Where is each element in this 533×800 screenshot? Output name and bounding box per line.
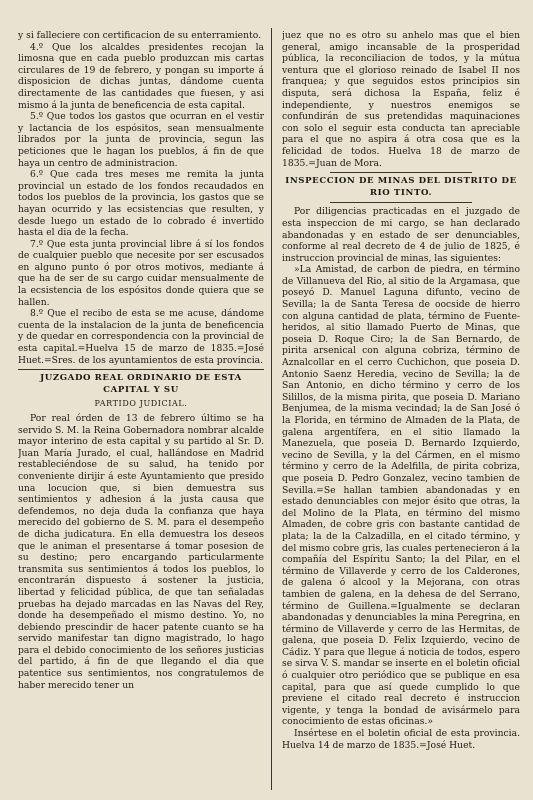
paragraph: 5.º Que todos los gastos que ocurran en el vestir y lactancia de los espósitos, sean mensualmente librados por la junta de provincia, segun las peticiones que le hagan los pueblos, á fin de que haya un centro de administracion. bbox=[18, 111, 264, 169]
left-column bbox=[18, 30, 264, 691]
paragraph: juez que no es otro su anhelo mas que el bien general, amigo incansable de la prosperidad pública, la reconciliacion de todos, y la mútua ventura que el glorioso reinado de Isabel II nos franquea; y que seguidos estos principios sin disputa, será dichosa la España, feliz é independiente, y nuestros enemigos se confundirán de sus pretendidas maquinaciones con solo el seguir esta conducta tan apreciable para el que no aspira á otra cosa que es la felicidad de todos. Huelva 18 de marzo de 1835.=Juan de Mora. bbox=[282, 30, 520, 169]
column-divider bbox=[271, 28, 272, 790]
section-subheading: PARTIDO JUDICIAL. bbox=[94, 399, 188, 409]
paragraph: »La Amistad, de carbon de piedra, en término de Villanueva del Rio, al sitio de la Argamasa, que poseyó D. Manuel Laguna difunto, vecino de Sevilla; la de Santa Teresa de oocside de hierro con alguna cantidad de plata, término de Fuente-heridos, al sitio llamado Puerto de Minas, que poseia D. Roque Ciro; la de San Bernardo, de pirita arsenical con alguna cobriza, término de Aznalcollar en el cerro Cuchichon, que poseia D. Antonio Saenz Heredia, vecino de Sevilla; la de San Antonio, en dicho término y cerro de los Silillos, de la misma pirita, que poseia D. Mariano Benjumea, de la misma vecindad; la de San José ó la Florida, en término de Almaden de la Plata, de galena argentífera, en el sitio llamado la Manezuela, que poseia D. Bernardo Izquierdo, vecino de Sevilla, y la del Cármen, en el mismo término y cerro de la Adelfilla, de pirita cobriza, que poseia D. Pedro Gonzalez, vecino tambien de Sevilla.=Se hallan tambien abandonadas y en estado denunciables con mejor ésito que otras, la del Molino de la Plata, en término del mismo Almaden, de cobre gris con bastante cantidad de plata; la de la Calzadilla, en el citado término, y del mismo cobre gris, las cuales pertenecieron á la compañía del Espíritu Santo; la del Pilar, en el término de Villaverde y cerro de los Calderones, de galena ó alcool y la Mejorana, con otras tambien de galena, en la dehesa de del Serrano, término de Guillena.=Igualmente se declaran abandonadas y denunciables la mina Peregrina, en término de Villaverde y cerro de las Hermitas, de galena, que poseia D. Felix Izquierdo, vecino de Cádiz. Y para que llegue á noticia de todos, espero se sirva V. S. mandar se inserte en el boletin oficial ó cualquier otro periódico que se publique en esa capital, para que así quede cumplido lo que previene el citado real decreto é instruccion vigente, y tenga la bondad de avisármelo para conocimiento de estas oficinas.» bbox=[282, 264, 520, 728]
paragraph: Por diligencias practicadas en el juzgado de esta inspeccion de mi cargo, se han declarado abandonadas y en estado de ser denunciables, conforme al real decreto de 4 de julio de 1825, é instruccion provincial de minas, las siguientes: bbox=[282, 206, 520, 264]
section-rule bbox=[330, 172, 473, 173]
paragraph: y si falleciere con certificacion de su enterramiento. bbox=[18, 30, 261, 41]
paragraph: Por real órden de 13 de febrero último se ha servido S. M. la Reina Gobernadora nombrar alcalde mayor interino de esta capital y su partido al Sr. D. Juan María Jurado, el cual, hallándose en Madrid restableciéndose de su salud, ha tenido por conveniente dirijir á este Ayuntamiento que presido una locucion que, si bien demuestra sus sentimientos y adhesion á la justa causa que defendemos, no deja duda la confianza que haya merecido del gobierno de S. M. para el desempeño de dicha judicatura. En ella demuestra los deseos que le animan el presentarse á tomar posesion de su destino; pero encargando particularmente transmita sus sentimientos á todos los pueblos, lo encontrarán dispuesto á sostener la justicia, libertad y felicidad pública, de que tan señaladas pruebas ha dejado marcadas en las Navas del Rey, donde ha desempeñado el mismo destino. Yo, no debiendo prescindir de hacer patente cuanto se ha servido manifestar tan digno magistrado, lo hago para el debido conocimiento de los señores justicias del partido, á fin de que llegando el dia que patentice sus sentimientos, nos congratulemos de haber merecido tener un bbox=[18, 413, 264, 691]
paragraph: 7.º Que esta junta provincial libre á sí los fondos de cualquier pueblo que necesite por ser escusados en alguno punto ó por otros motivos, mediante á que ha de ser de su cargo cuidar mensualmente de la ecsistencia de los espósitos donde quiera que se hallen. bbox=[18, 238, 264, 308]
section-heading: INSPECCION DE MINAS DEL DISTRITO DE RIO TINTO. bbox=[285, 176, 517, 198]
paragraph: 8.º Que el recibo de esta se me acuse, dándome cuenta de la instalacion de la junta de beneficencia y de quedar en correspondencia con la provincial de esta capital.=Huelva 15 de marzo de 1835.=José Huet.=Sres. de los ayuntamientos de esta provincia. bbox=[18, 308, 264, 366]
paragraph: Insértese en el boletin oficial de esta provincia. Huelva 14 de marzo de 1835.=José Huet. bbox=[282, 728, 520, 751]
section-heading: JUZGADO REAL ORDINARIO DE ESTA CAPITAL Y SU bbox=[40, 373, 242, 395]
section-rule bbox=[18, 369, 264, 370]
right-column bbox=[282, 30, 520, 751]
paragraph: 6.º Que cada tres meses me remita la junta provincial un estado de los fondos recaudados en todos los pueblos de la provincia, los gastos que se hayan ocurrido y las ecsistencias que resulten, y desde luego un estado de lo cobrado é invertido hasta el dia de la fecha. bbox=[18, 169, 264, 239]
paragraph: 4.º Que los alcaldes presidentes recojan la limosna que en cada pueblo produzcan mis cartas circulares de 19 de febrero, y pongan su importe á disposicion de dichas juntas, dándome cuenta directamente de las cantidades que fuesen, y asi mismo á la junta de beneficencia de esta capital. bbox=[18, 41, 264, 111]
section-rule bbox=[330, 202, 473, 203]
